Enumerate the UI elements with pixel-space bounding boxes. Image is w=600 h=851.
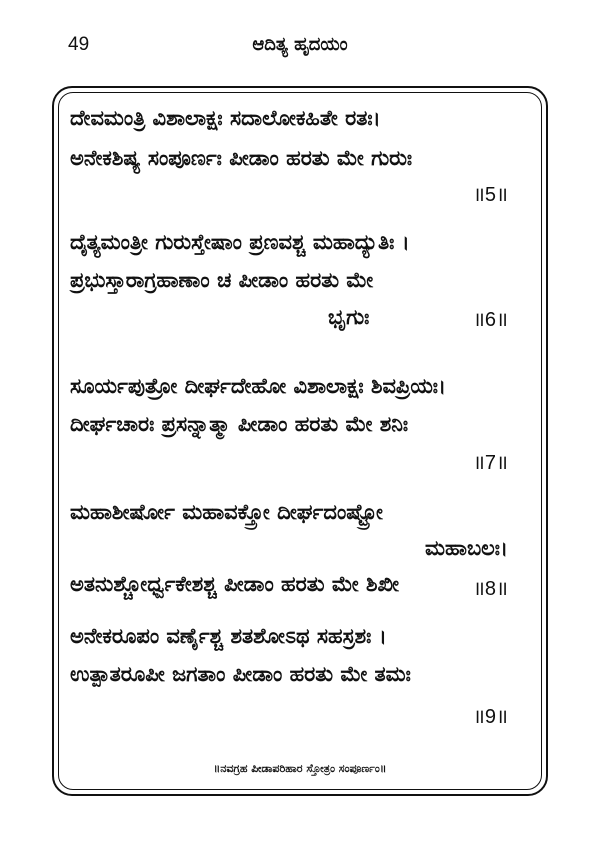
page-number: 49	[68, 34, 90, 55]
verse-7-line-1: ಸೂರ್ಯಪುತ್ರೋ ದೀರ್ಘದೇಹೋ ವಿಶಾಲಾಕ್ಷಃ ಶಿವಪ್ರಿಯಃ।	[70, 374, 447, 398]
verse-5-number: ॥5॥	[472, 184, 508, 206]
running-title: ಆದಿತ್ಯ ಹೃದಯಂ	[252, 34, 348, 55]
verse-6-line-2: ಪ್ರಭುಸ್ತಾರಾಗ್ರಹಾಣಾಂ ಚ ಪೀಡಾಂ ಹರತು ಮೇ	[70, 268, 374, 292]
verse-7-line-2: ದೀರ್ಘಚಾರಃ ಪ್ರಸನ್ನಾತ್ಮಾ ಪೀಡಾಂ ಹರತು ಮೇ ಶನಿಃ	[70, 412, 409, 436]
verse-9-line-1: ಅನೇಕರೂಪಂ ವರ್ಣೈಶ್ಚ ಶತಶೋಽಥ ಸಹಸ್ರಶಃ ।	[70, 624, 387, 648]
verse-8-line-3: ಅತನುಶ್ಚೋರ್ಧ್ವಕೇಶಶ್ಚ ಪೀಡಾಂ ಹರತು ಮೇ ಶಿಖೀ	[70, 572, 400, 596]
verse-6-tail: ಭೃಗುಃ	[328, 305, 370, 329]
closing-line: ॥ನವಗ್ರಹ ಪೀಡಾಪರಿಹಾರ ಸ್ತೋತ್ರಂ ಸಂಪೂರ್ಣಂ॥	[213, 762, 387, 775]
verse-8-number: ॥8॥	[472, 578, 508, 600]
verse-6-number: ॥6॥	[472, 309, 508, 331]
verse-9-number: ॥9॥	[472, 706, 508, 728]
verse-9-line-2: ಉತ್ಪಾತರೂಪೀ ಜಗತಾಂ ಪೀಡಾಂ ಹರತು ಮೇ ತಮಃ	[70, 662, 411, 686]
verse-7-number: ॥7॥	[472, 452, 508, 474]
verse-8-line-1: ಮಹಾಶೀರ್ಷೋ ಮಹಾವಕ್ತ್ರೋ ದೀರ್ಘದಂಷ್ಟ್ರೋ	[70, 500, 383, 524]
verse-6-line-1: ದೈತ್ಯಮಂತ್ರೀ ಗುರುಸ್ತೇಷಾಂ ಪ್ರಣವಶ್ಚ ಮಹಾದ್ಯುತಿಃ ।	[70, 230, 410, 254]
verse-5-line-2: ಅನೇಕಶಿಷ್ಯ ಸಂಪೂರ್ಣಃ ಪೀಡಾಂ ಹರತು ಮೇ ಗುರುಃ	[70, 146, 413, 170]
verse-5-line-1: ದೇವಮಂತ್ರಿ ವಿಶಾಲಾಕ್ಷಃ ಸದಾಲೋಕಹಿತೇ ರತಃ।	[70, 106, 381, 130]
verse-8-line-2: ಮಹಾಬಲಃ।	[425, 536, 508, 560]
